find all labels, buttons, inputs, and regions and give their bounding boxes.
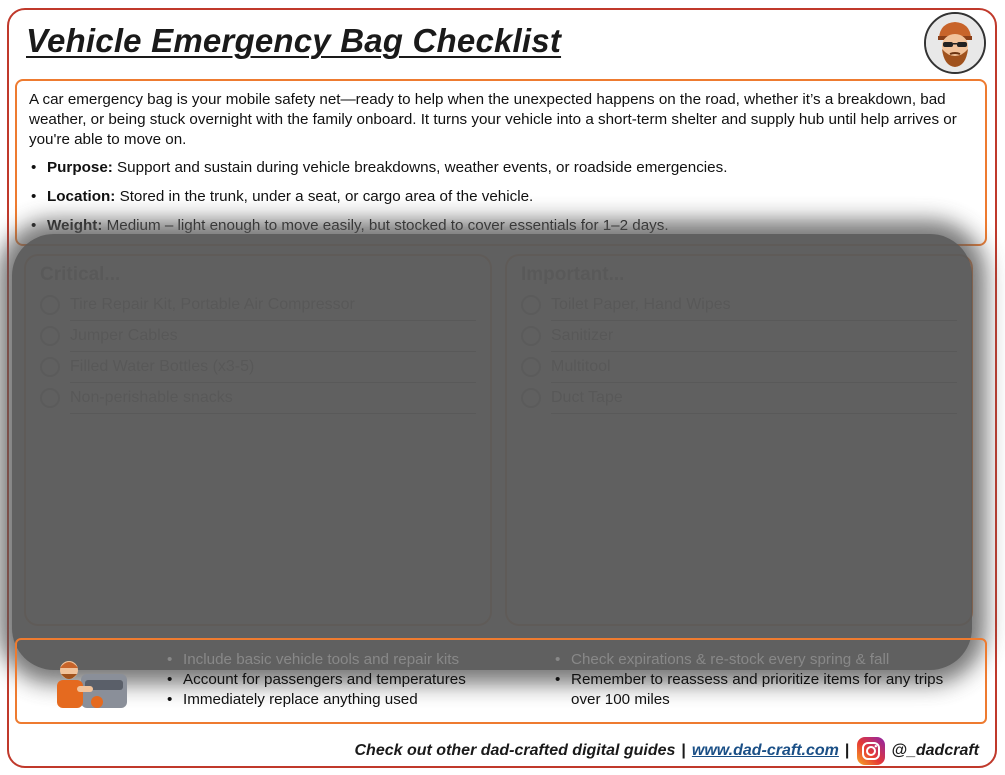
tip-item: • Check expirations & re-stock every spring & fall bbox=[553, 650, 973, 670]
tip-item: • Include basic vehicle tools and repair kits bbox=[165, 650, 545, 670]
tip-item: • Account for passengers and temperatures bbox=[165, 670, 545, 690]
bearded-man-avatar-icon bbox=[924, 12, 986, 74]
intro-paragraph: A car emergency bag is your mobile safety net—ready to help when the unexpected happens on the road, whether it’s a breakdown, bad weather, or being stuck overnight with the family onboard. It turns your vehicle into a short-term shelter and supply hub until help arrives or you're able to move on. bbox=[29, 91, 957, 148]
fact-text: Support and sustain during vehicle breakdowns, weather events, or roadside emergencies. bbox=[112, 159, 728, 176]
fact-weight bbox=[29, 216, 973, 236]
blur-overlay bbox=[12, 234, 972, 670]
footer-separator: | bbox=[681, 742, 686, 759]
tips-right-list bbox=[553, 650, 973, 710]
fact-label: Purpose: bbox=[47, 159, 113, 176]
page-title: Vehicle Emergency Bag Checklist bbox=[26, 22, 562, 59]
mechanic-illustration-icon bbox=[51, 654, 131, 716]
fact-purpose bbox=[29, 158, 973, 178]
social-handle[interactable]: @_dadcraft bbox=[891, 742, 979, 759]
footer-text: Check out other dad-crafted digital guides bbox=[354, 742, 676, 759]
tip-item: • Remember to reassess and prioritize items for any trips over 100 miles bbox=[553, 670, 973, 710]
fact-text: Stored in the trunk, under a seat, or cargo area of the vehicle. bbox=[115, 188, 534, 205]
footer bbox=[355, 737, 980, 765]
tip-item: • Immediately replace anything used bbox=[165, 690, 545, 710]
tips-left-list bbox=[165, 650, 545, 710]
intro-section bbox=[15, 79, 987, 246]
fact-text: Medium – light enough to move easily, but stocked to cover essentials for 1–2 days. bbox=[102, 217, 669, 234]
fact-label: Weight: bbox=[47, 217, 103, 234]
facts-list bbox=[29, 158, 973, 236]
fact-label: Location: bbox=[47, 188, 116, 205]
fact-location bbox=[29, 187, 973, 207]
tips-section bbox=[15, 638, 987, 724]
website-link[interactable]: www.dad-craft.com bbox=[691, 742, 839, 759]
instagram-icon[interactable] bbox=[857, 737, 885, 765]
footer-separator: | bbox=[844, 742, 850, 759]
